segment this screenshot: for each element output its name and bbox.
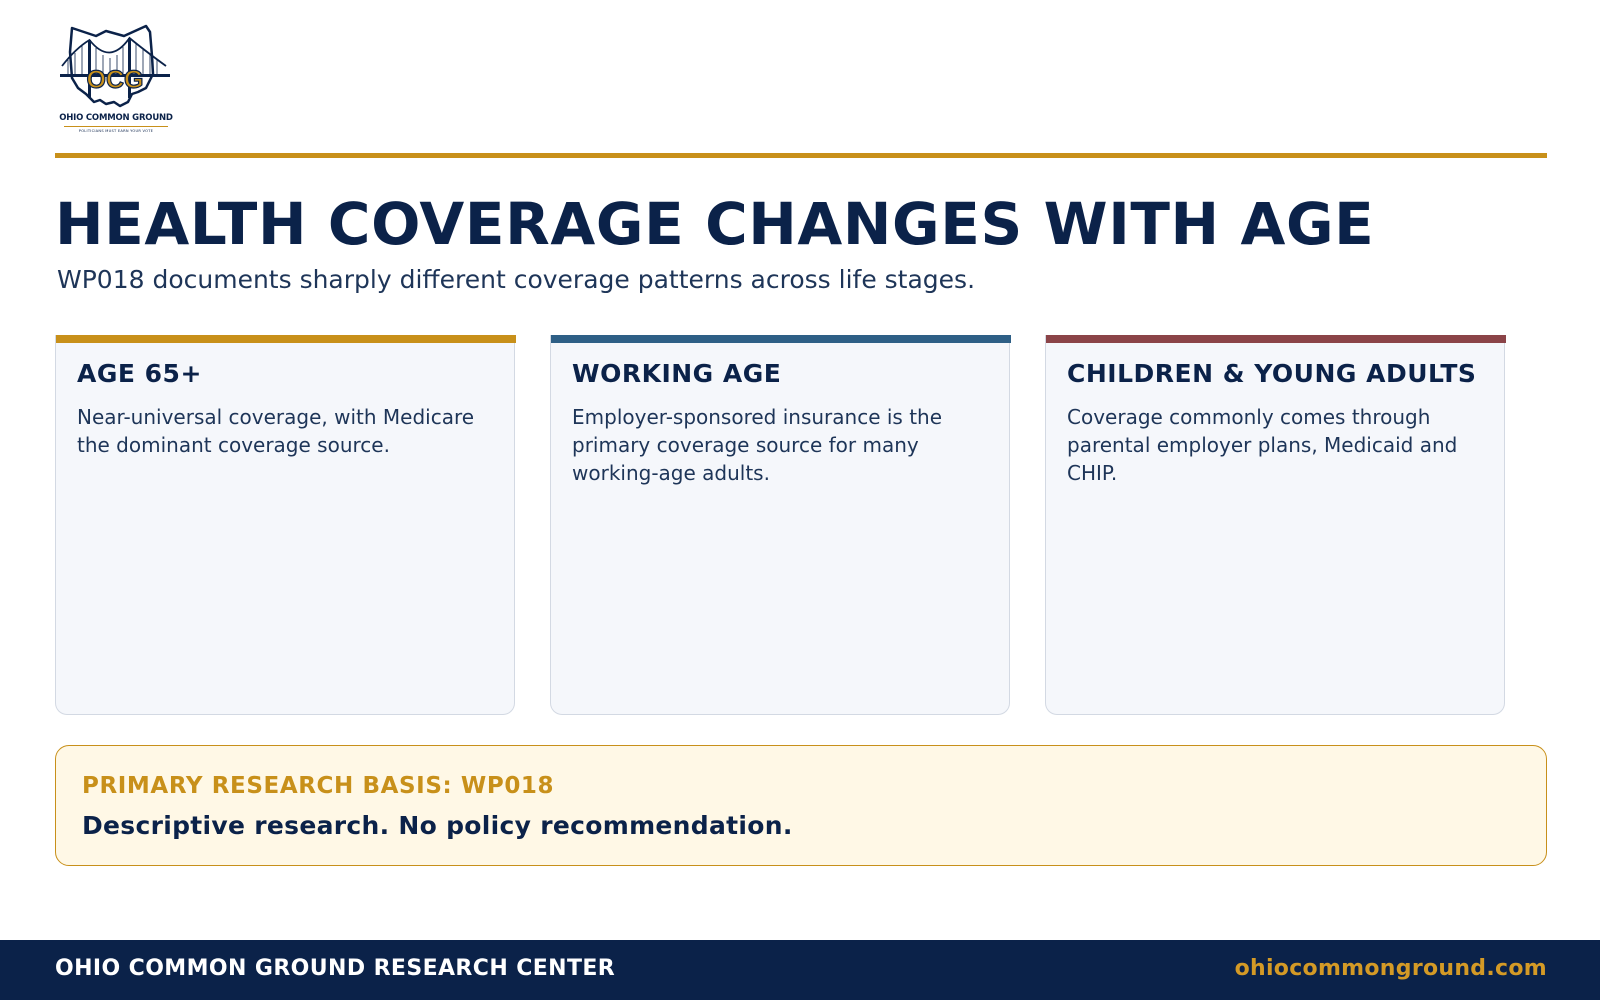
ohio-state-bridge-icon [58,22,174,114]
page-title: HEALTH COVERAGE CHANGES WITH AGE [55,190,1375,258]
card-body: Coverage commonly comes through parental employer plans, Medicaid and CHIP. [1067,405,1458,485]
logo-tagline: POLITICIANS MUST EARN YOUR VOTE [78,129,154,133]
card-accent-bar [56,335,516,343]
logo-divider [64,126,168,127]
card-age-65-plus [55,335,515,715]
research-basis-callout [55,745,1547,866]
header-divider [55,153,1547,158]
card-working-age [550,335,1010,715]
card-title: AGE 65+ [77,359,202,388]
research-basis-text: Descriptive research. No policy recommendation. [82,811,793,840]
card-body: Employer-sponsored insurance is the primary coverage source for many working-age adults. [572,405,943,485]
footer-org-name: OHIO COMMON GROUND RESEARCH CENTER [55,956,616,981]
logo-name: OHIO COMMON GROUND [59,113,173,123]
card-title: WORKING AGE [572,359,782,388]
card-body: Near-universal coverage, with Medicare the dominant coverage source. [77,405,475,457]
page-subtitle: WP018 documents sharply different coverage patterns across life stages. [57,265,976,294]
svg-text:OCG: OCG [86,66,144,94]
card-accent-bar [551,335,1011,343]
ohio-common-ground-logo [58,22,174,140]
research-basis-label: PRIMARY RESEARCH BASIS: WP018 [82,773,555,799]
card-accent-bar [1046,335,1506,343]
card-title: CHILDREN & YOUNG ADULTS [1067,359,1477,388]
card-children-young-adults [1045,335,1505,715]
footer [0,940,1600,1000]
footer-website-link[interactable]: ohiocommonground.com [1234,956,1547,981]
